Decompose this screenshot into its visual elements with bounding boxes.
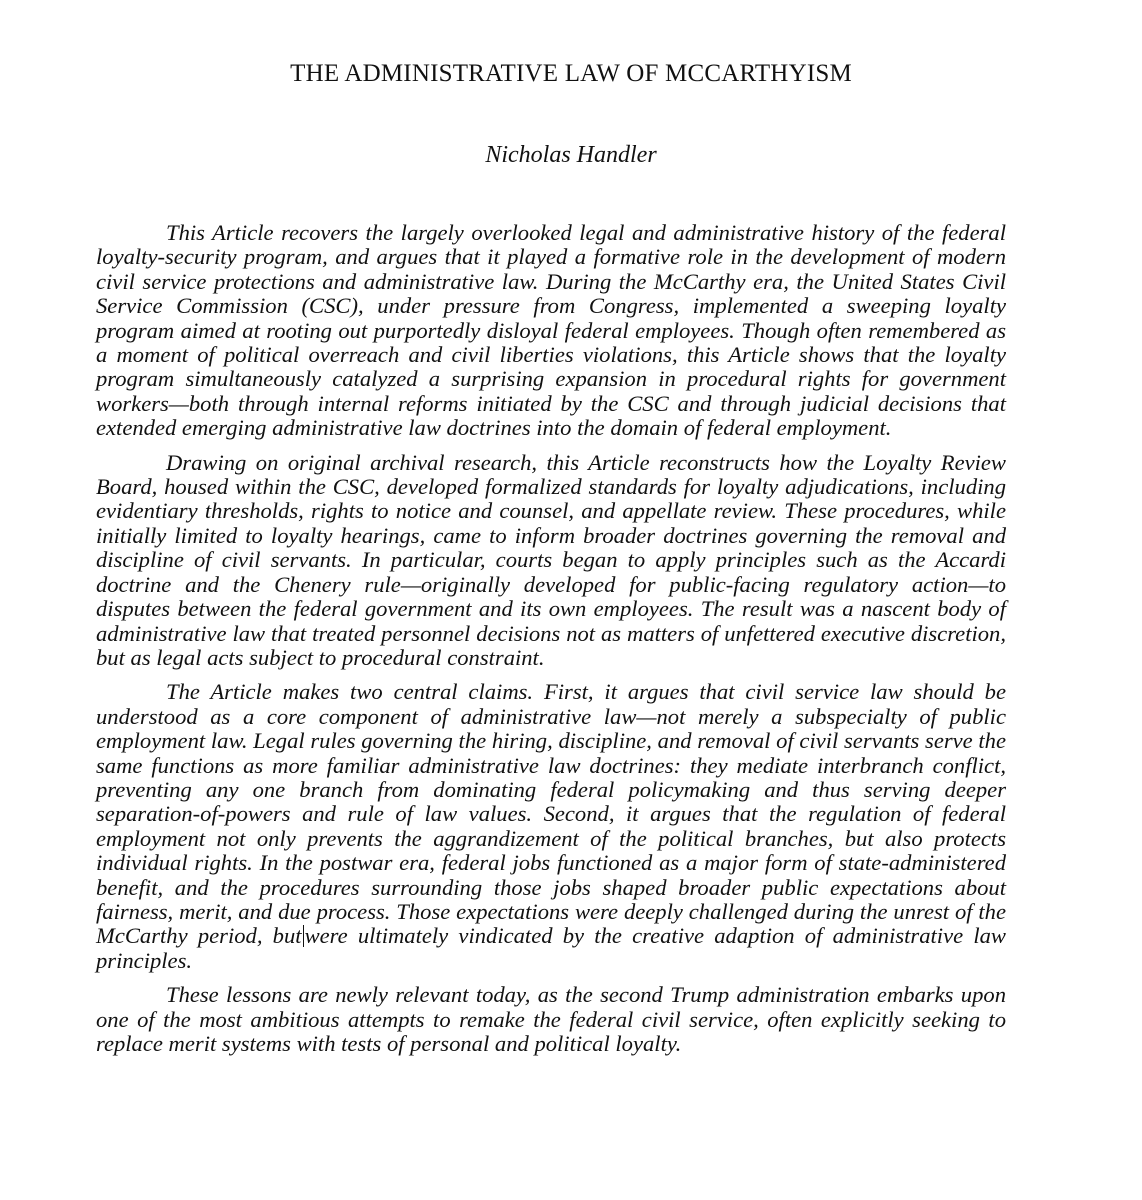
abstract-paragraph-4: These lessons are newly relevant today, as the second Trump administration embarks upon one of the most ambitious attempts to remake the federal civil service, often explicitly seeking to replace merit systems with tests of personal and political loyalty. (96, 982, 1006, 1056)
abstract-paragraph-2: Drawing on original archival research, this Article reconstructs how the Loyalty Review Board, housed within the CSC, developed formalized standards for loyalty adjudications, including evidentiary thresholds, rights to notice and counsel, and appellate review. These procedures, while initially limited to loyalty hearings, came to inform broader doctrines governing the removal and discipline of civil servants. In particular, courts began to apply principles such as the Accardi doctrine and the Chenery rule—originally developed for public-facing regulatory action—to disputes between the federal government and its own employees. The result was a nascent body of administrative law that treated personnel decisions not as matters of unfettered executive discretion, but as legal acts subject to procedural constraint. (96, 449, 1006, 670)
abstract-paragraph-3 (96, 680, 1006, 973)
abstract (96, 221, 1006, 1066)
abstract-paragraph-1: This Article recovers the largely overlooked legal and administrative history of the federal loyalty-security program, and argues that it played a formative role in the development of modern civil service protections and administrative law. During the McCarthy era, the United States Civil Service Commission (CSC), under pressure from Congress, implemented a sweeping loyalty program aimed at rooting out purportedly disloyal federal employees. Though often remembered as a moment of political overreach and civil liberties violations, this Article shows that the loyalty program simultaneously catalyzed a surprising expansion in procedural rights for government workers—both through internal reforms initiated by the CSC and through judicial decisions that extended emerging administrative law doctrines into the domain of federal employment. (96, 220, 1006, 441)
document-title: THE ADMINISTRATIVE LAW OF MCCARTHYISM (290, 60, 852, 87)
text-cursor (303, 925, 304, 947)
author-name: Nicholas Handler (485, 142, 657, 168)
paragraph-3-text-after-caret: were ultimately vindicated by the creative adaption of administrative law principles. (96, 923, 1006, 973)
paragraph-3-text-before-caret: The Article makes two central claims. First, it argues that civil service law should be understood as a core component of administrative law—not merely a subspecialty of public employment law. Legal rules governing the hiring, discipline, and removal of civil servants serve the same functions as more familiar administrative law doctrines: they mediate interbranch conflict, preventing any one branch from dominating federal policymaking and thus serving deeper separation-of-powers and rule of law values. Second, it argues that the regulation of federal employment not only prevents the aggrandizement of the political branches, but also protects individual rights. In the postwar era, federal jobs functioned as a major form of state-administered benefit, and the procedures surrounding those jobs shaped broader public expectations about fairness, merit, and due process. Those expectations were deeply challenged during the unrest of the McCarthy period, but (96, 679, 1006, 949)
